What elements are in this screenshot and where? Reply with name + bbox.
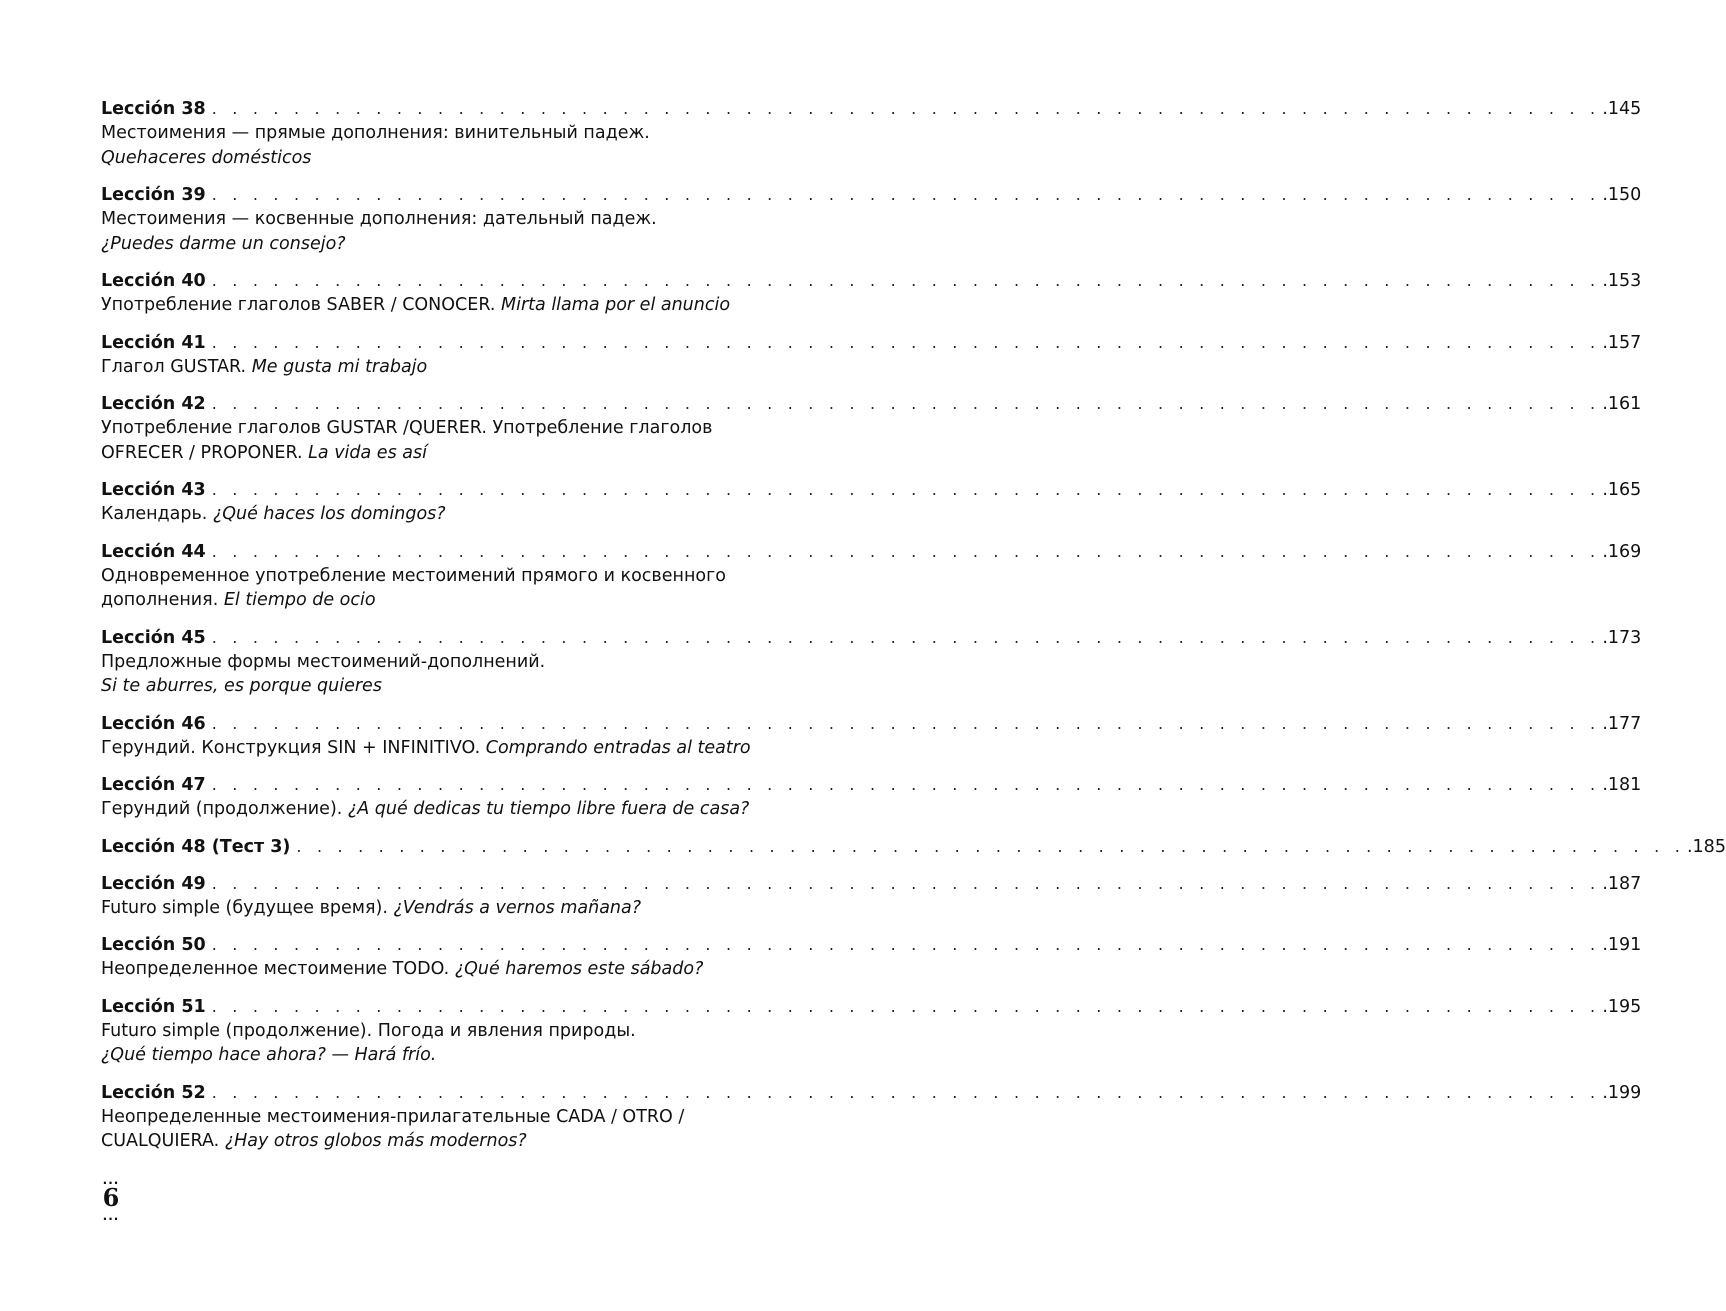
lesson-theme: ¿A qué dedicas tu tiempo libre fuera de casa? — [347, 799, 750, 819]
lesson-topic: Герундий (продолжение). — [101, 799, 343, 819]
page-number: .199 — [1602, 1082, 1642, 1103]
toc-entry-heading — [101, 96, 1642, 121]
lesson-topic: Местоимения — прямые дополнения: винительный падеж. — [101, 123, 650, 143]
page-number: .173 — [1602, 627, 1642, 648]
toc-entry-48[interactable] — [101, 834, 1726, 859]
lesson-topic: Глагол GUSTAR. — [101, 356, 247, 377]
lesson-topic: Одновременное употребление местоимений прямого и косвенного дополнения. — [101, 565, 727, 610]
lesson-title: Lección 42 — [101, 394, 206, 414]
toc-entry-47[interactable] — [101, 772, 1642, 822]
dot-leader: . . . . . . . . . . . . . . . . . . . . . . . . . . . . . . . . . . . . . . . . . . . . . . . . . . . . . . . . . . . . . . . . . . . . — [211, 996, 1601, 1016]
page-number: .181 — [1602, 775, 1642, 795]
dot-leader: . . . . . . . . . . . . . . . . . . . . . . . . . . . . . . . . . . . . . . . . . . . . . . . . . . . . . . . . . . . . . . . . . . . . — [211, 935, 1601, 954]
toc-entry-heading — [101, 330, 1642, 355]
dot-leader: . . . . . . . . . . . . . . . . . . . . . . . . . . . . . . . . . . . . . . . . . . . . . . . . . . . . . . . . . . . . . . . . . . . . — [211, 480, 1601, 499]
page-number: .191 — [1602, 935, 1642, 955]
lesson-title: Lección 40 — [101, 271, 206, 291]
toc-entry-41[interactable] — [101, 330, 1642, 380]
toc-entry-42[interactable] — [101, 391, 1642, 465]
dot-leader: . . . . . . . . . . . . . . . . . . . . . . . . . . . . . . . . . . . . . . . . . . . . . . . . . . . . . . . . . . . . . . . . . . . . — [211, 873, 1601, 893]
dot-leader: . . . . . . . . . . . . . . . . . . . . . . . . . . . . . . . . . . . . . . . . . . . . . . . . . . . . . . . . . . . . . . . . . . . . — [211, 99, 1601, 118]
lesson-topic: Futuro simple (продолжение). Погода и явления природы. — [101, 1020, 636, 1041]
lesson-description — [101, 896, 762, 921]
lesson-theme: Comprando entradas al teatro — [485, 737, 751, 758]
page-number: .157 — [1602, 332, 1642, 353]
lesson-title: Lección 50 — [101, 935, 206, 955]
lesson-theme: ¿Puedes darme un consejo? — [101, 233, 346, 254]
lesson-title: Lección 41 — [101, 332, 206, 353]
toc-entry-45[interactable] — [101, 625, 1642, 699]
lesson-topic: Неопределенные местоимения-прилагательные CADA / OTRO / CUALQUIERA. — [101, 1106, 685, 1151]
lesson-theme: Quehaceres domésticos — [101, 147, 312, 168]
toc-entry-39[interactable] — [101, 182, 1642, 256]
toc-entry-heading — [101, 994, 1642, 1019]
lesson-title: Lección 49 — [101, 873, 206, 894]
lesson-theme: ¿Qué haremos este sábado? — [454, 959, 704, 979]
lesson-title: Lección 44 — [101, 541, 206, 562]
toc-entry-52[interactable] — [101, 1080, 1642, 1154]
footer-ornament-top: ... — [102, 1173, 120, 1187]
lesson-title: Lección 48 (Тест 3) — [101, 836, 291, 857]
dot-leader: . . . . . . . . . . . . . . . . . . . . . . . . . . . . . . . . . . . . . . . . . . . . . . . . . . . . . . . . . . . . . . . . . . . . — [211, 394, 1601, 413]
page-number: .185 — [1686, 836, 1726, 857]
toc-entry-heading — [101, 391, 1642, 416]
folio-page-number: 6 — [102, 1183, 120, 1212]
lesson-description — [101, 293, 762, 318]
lesson-theme: El tiempo de ocio — [223, 590, 376, 610]
lesson-description — [101, 650, 762, 699]
lesson-theme: ¿Qué tiempo hace ahora? — Hará frío. — [101, 1045, 437, 1065]
lesson-description — [101, 355, 762, 380]
toc-entry-44[interactable] — [101, 539, 1642, 613]
toc-entry-43[interactable] — [101, 477, 1642, 527]
lesson-topic: Неопределенное местоимение TODO. — [101, 959, 450, 979]
lesson-theme: Si te aburres, es porque quieres — [101, 676, 382, 696]
toc-entry-heading — [101, 477, 1642, 502]
lesson-title: Lección 43 — [101, 480, 206, 500]
page-number: .169 — [1602, 541, 1642, 562]
page-number: .145 — [1602, 99, 1642, 119]
lesson-description — [101, 1019, 762, 1068]
footer-ornament-bottom: ... — [102, 1209, 120, 1223]
toc-entry-50[interactable] — [101, 932, 1642, 982]
lesson-title: Lección 47 — [101, 775, 206, 795]
lesson-title: Lección 39 — [101, 185, 206, 205]
table-of-contents — [101, 96, 1726, 1166]
lesson-theme: ¿Qué haces los domingos? — [212, 504, 446, 524]
lesson-description — [101, 207, 762, 256]
toc-entry-46[interactable] — [101, 711, 1642, 761]
lesson-theme: La vida es así — [308, 442, 427, 463]
lesson-topic: Употребление глаголов SABER / CONOCER. — [101, 295, 496, 315]
dot-leader: . . . . . . . . . . . . . . . . . . . . . . . . . . . . . . . . . . . . . . . . . . . . . . . . . . . . . . . . . . . . . . . . . . . . — [296, 836, 1685, 856]
toc-entry-heading — [101, 932, 1642, 957]
toc-entry-heading — [101, 1080, 1642, 1105]
page-number: .150 — [1602, 185, 1642, 205]
lesson-title: Lección 38 — [101, 99, 206, 119]
toc-entry-heading — [101, 711, 1642, 736]
dot-leader: . . . . . . . . . . . . . . . . . . . . . . . . . . . . . . . . . . . . . . . . . . . . . . . . . . . . . . . . . . . . . . . . . . . . — [211, 627, 1601, 647]
lesson-description — [101, 957, 762, 982]
lesson-topic: Употребление глаголов GUSTAR /QUERER. Употребление глаголов OFRECER / PROPONER. — [101, 418, 713, 463]
lesson-theme: ¿Hay otros globos más modernos? — [224, 1131, 527, 1151]
toc-entry-heading — [101, 268, 1642, 293]
dot-leader: . . . . . . . . . . . . . . . . . . . . . . . . . . . . . . . . . . . . . . . . . . . . . . . . . . . . . . . . . . . . . . . . . . . . — [211, 332, 1601, 352]
page-footer — [101, 1175, 121, 1221]
lesson-topic: Календарь. — [101, 504, 208, 524]
toc-entry-heading — [101, 834, 1726, 859]
page-number: .177 — [1602, 713, 1642, 734]
dot-leader: . . . . . . . . . . . . . . . . . . . . . . . . . . . . . . . . . . . . . . . . . . . . . . . . . . . . . . . . . . . . . . . . . . . . — [211, 713, 1601, 733]
toc-entry-51[interactable] — [101, 994, 1642, 1068]
lesson-topic: Предложные формы местоимений-дополнений. — [101, 651, 546, 672]
page-number: .195 — [1602, 996, 1642, 1017]
toc-entry-38[interactable] — [101, 96, 1642, 170]
lesson-description — [101, 416, 762, 465]
toc-entry-heading — [101, 871, 1642, 896]
page-number: .165 — [1602, 480, 1642, 500]
lesson-topic: Местоимения — косвенные дополнения: дательный падеж. — [101, 209, 657, 229]
lesson-topic: Futuro simple (будущее время). — [101, 897, 388, 918]
lesson-title: Lección 51 — [101, 996, 206, 1017]
dot-leader: . . . . . . . . . . . . . . . . . . . . . . . . . . . . . . . . . . . . . . . . . . . . . . . . . . . . . . . . . . . . . . . . . . . . — [211, 775, 1601, 794]
toc-entry-heading — [101, 772, 1642, 797]
lesson-theme: ¿Vendrás a vernos mañana? — [393, 897, 642, 918]
dot-leader: . . . . . . . . . . . . . . . . . . . . . . . . . . . . . . . . . . . . . . . . . . . . . . . . . . . . . . . . . . . . . . . . . . . . — [211, 271, 1601, 290]
lesson-title: Lección 46 — [101, 713, 206, 734]
lesson-description — [101, 564, 762, 613]
lesson-description — [101, 797, 762, 822]
lesson-topic: Герундий. Конструкция SIN + INFINITIVO. — [101, 737, 481, 758]
page-number: .187 — [1602, 873, 1642, 894]
toc-entry-heading — [101, 182, 1642, 207]
dot-leader: . . . . . . . . . . . . . . . . . . . . . . . . . . . . . . . . . . . . . . . . . . . . . . . . . . . . . . . . . . . . . . . . . . . . — [211, 185, 1601, 204]
toc-entry-heading — [101, 625, 1642, 650]
dot-leader: . . . . . . . . . . . . . . . . . . . . . . . . . . . . . . . . . . . . . . . . . . . . . . . . . . . . . . . . . . . . . . . . . . . . — [211, 1082, 1601, 1102]
lesson-description — [101, 121, 762, 170]
lesson-description — [101, 502, 762, 527]
toc-entry-heading — [101, 539, 1642, 564]
lesson-title: Lección 45 — [101, 627, 206, 648]
lesson-theme: Me gusta mi trabajo — [251, 356, 428, 377]
page-number: .153 — [1602, 271, 1642, 291]
lesson-description — [101, 1105, 762, 1154]
lesson-theme: Mirta llama por el anuncio — [501, 295, 731, 315]
page-number: .161 — [1602, 394, 1642, 414]
lesson-description — [101, 736, 762, 761]
toc-entry-49[interactable] — [101, 871, 1642, 921]
dot-leader: . . . . . . . . . . . . . . . . . . . . . . . . . . . . . . . . . . . . . . . . . . . . . . . . . . . . . . . . . . . . . . . . . . . . — [211, 541, 1601, 561]
lesson-title: Lección 52 — [101, 1082, 206, 1103]
toc-entry-40[interactable] — [101, 268, 1642, 318]
